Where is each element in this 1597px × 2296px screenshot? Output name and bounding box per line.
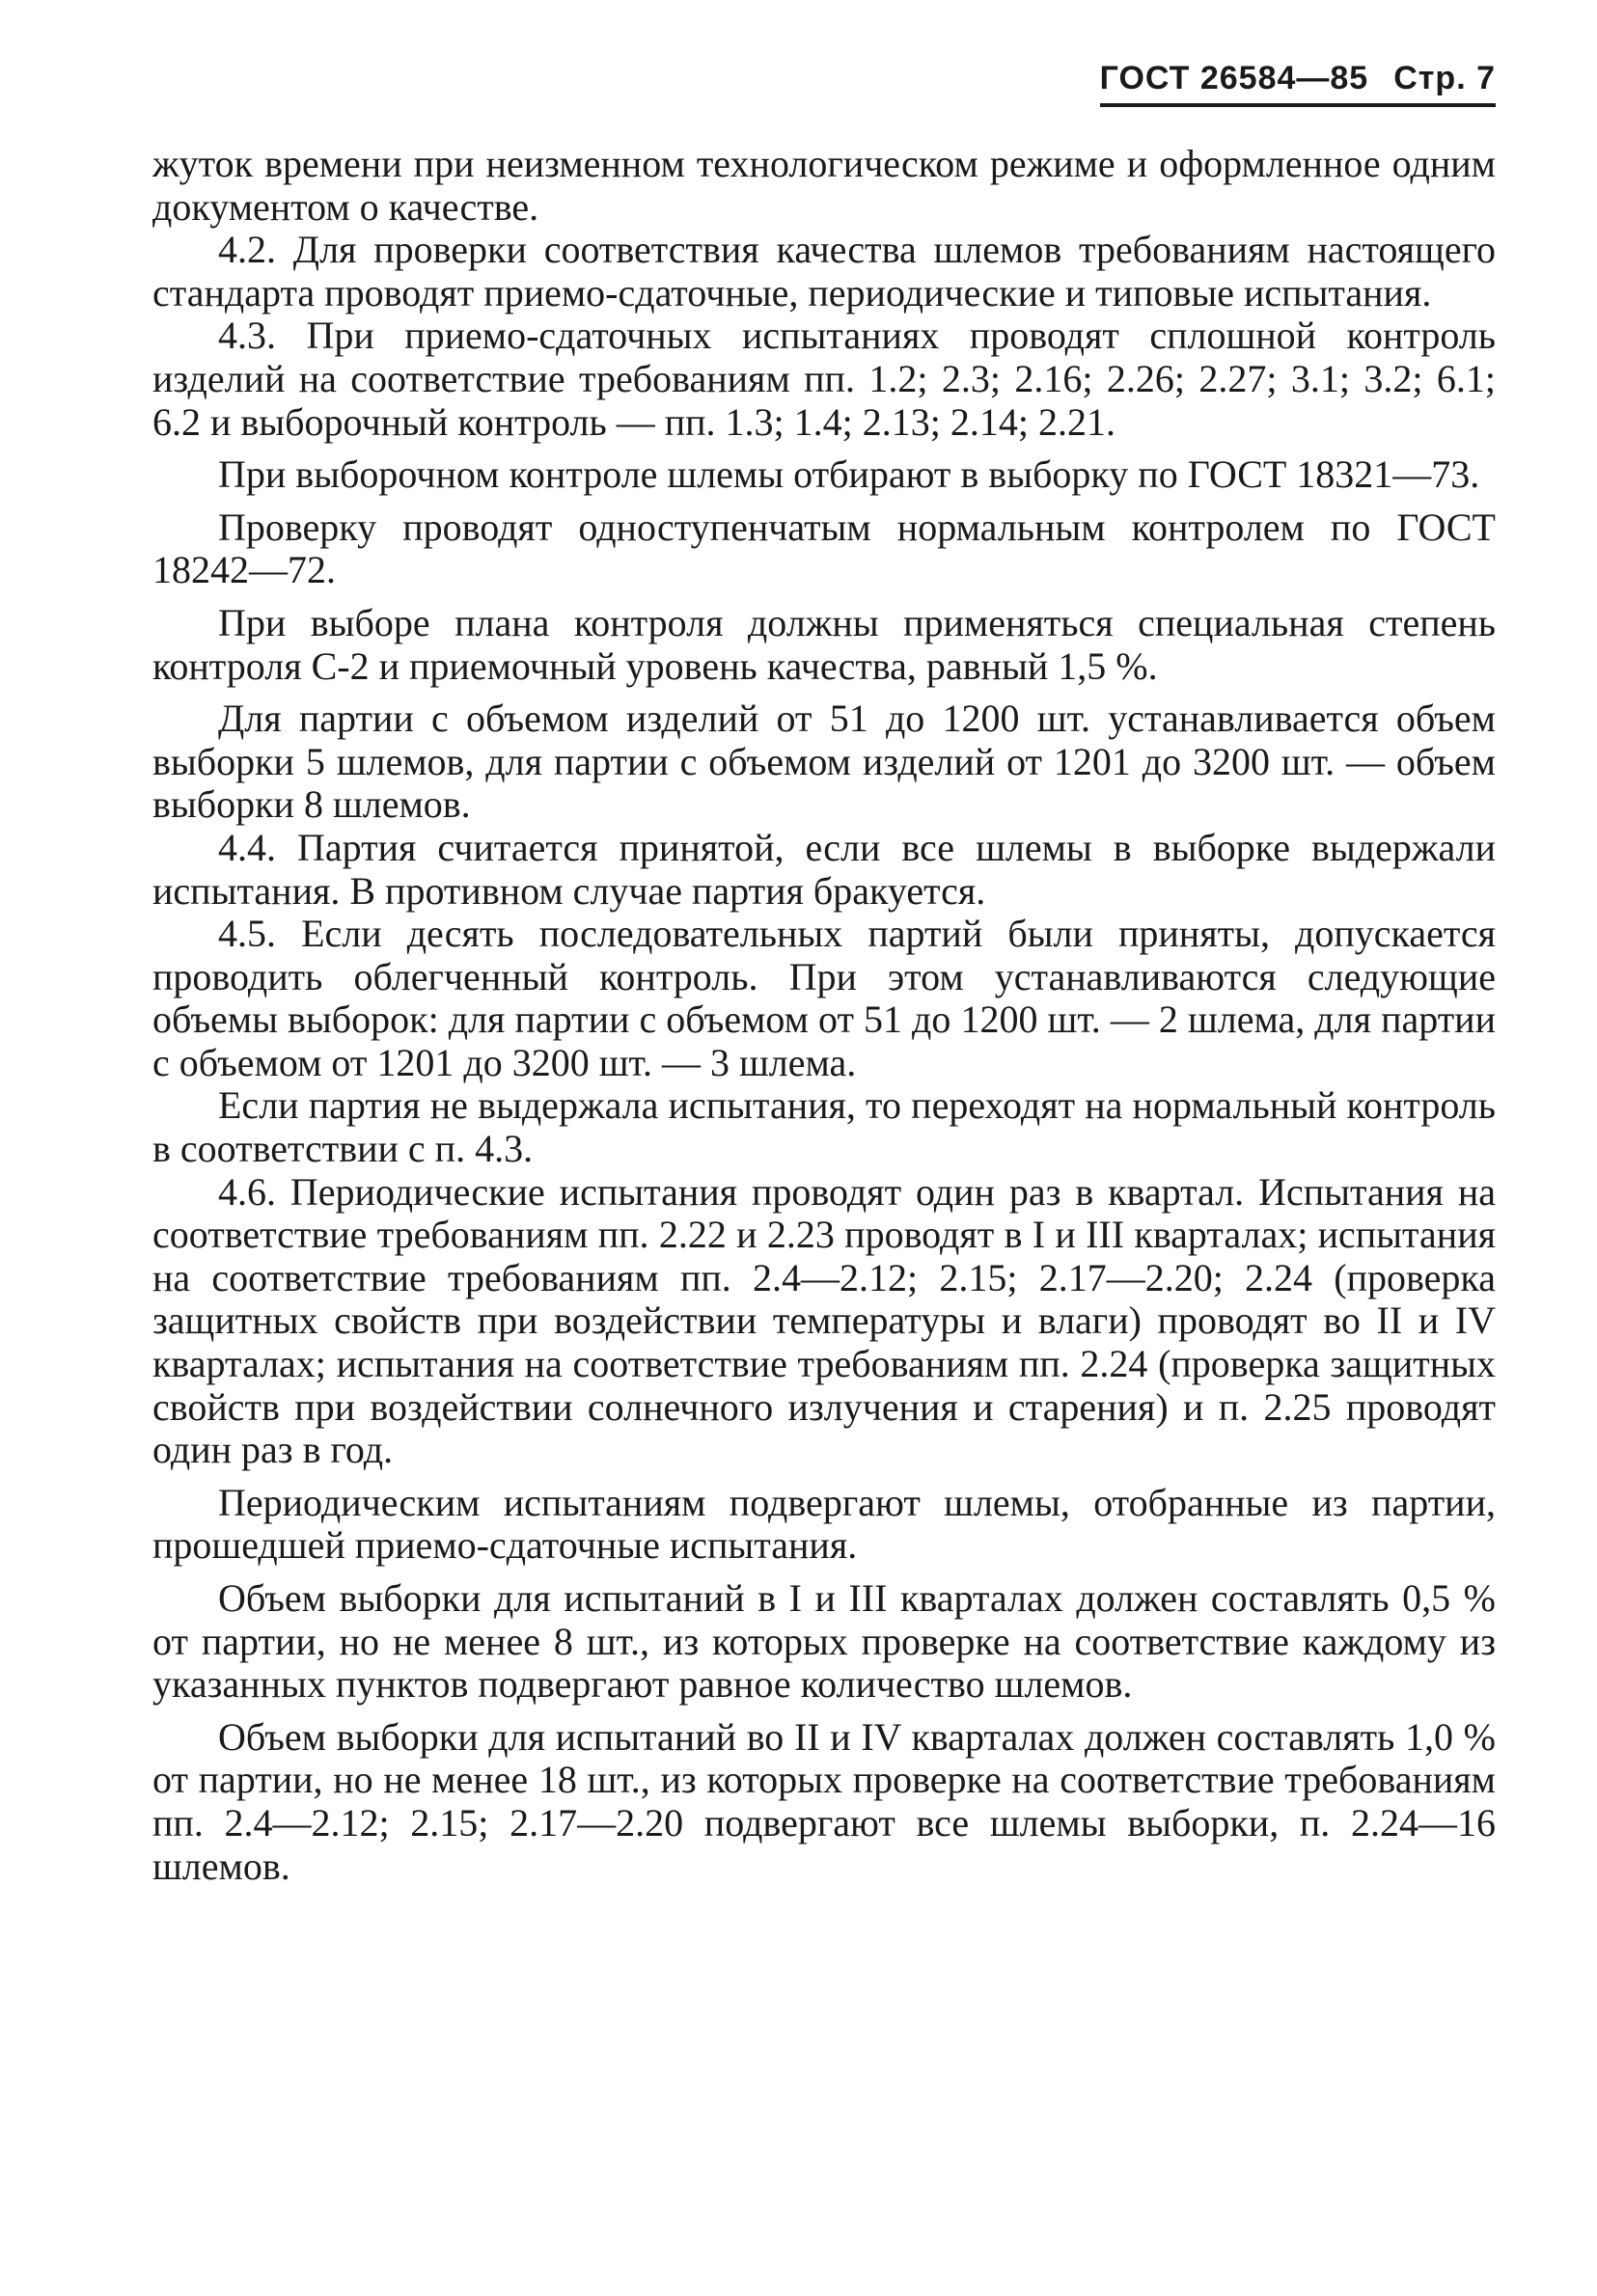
paragraph-sample-size: Для партии с объемом изделий от 51 до 1200 шт. устанавливается объем выборки 5 шлемов, для партии с объемом изделий от 1201 до 3200 шт. — объем выборки 8 шлемов. [152,697,1496,827]
paragraph-single-stage-control: Проверку проводят одноступенчатым нормальным контролем по ГОСТ 18242—72. [152,505,1496,592]
paragraph-continuation: жуток времени при неизменном технологическом режиме и оформленное одним документом о качестве. [152,142,1496,229]
standard-number: ГОСТ 26584—85 [1099,60,1369,96]
paragraph-4-4: 4.4. Партия считается принятой, если все шлемы в выборке выдержали испытания. В противном случае партия бракуется. [152,825,1496,913]
page-number: Стр. 7 [1393,60,1496,96]
paragraph-4-6: 4.6. Периодические испытания проводят один раз в квартал. Испытания на соответствие требованиям пп. 2.22 и 2.23 проводят в I и III кварталах; испытания на соответствие требованиям пп. 2.4—2.12; 2.15; 2.17—2.20; 2.24 (проверка защитных свойств при воздействии температуры и влаги) проводят во II и IV кварталах; испытания на соответствие требованиям пп. 2.24 (проверка защитных свойств при воздействии солнечного излучения и старения) и п. 2.25 проводят один раз в год. [152,1169,1496,1472]
paragraph-periodic-tests: Периодическим испытаниям подвергают шлемы, отобранные из партии, прошедшей приемо-сдаточные испытания. [152,1480,1496,1568]
paragraph-sampling: При выборочном контроле шлемы отбирают в выборку по ГОСТ 18321—73. [218,452,1480,497]
paragraph-normal-control: Если партия не выдержала испытания, то переходят на нормальный контроль в соответствии с п. 4.3. [152,1083,1496,1171]
paragraph-sample-q1-q3: Объем выборки для испытаний в I и III кварталах должен составлять 0,5 % от партии, но не менее 8 шт., из которых проверке на соответствие каждому из указанных пунктов подвергают равное количество шлемов. [152,1576,1496,1707]
paragraph-4-2: 4.2. Для проверки соответствия качества шлемов требованиям настоящего стандарта проводят приемо-сдаточные, периодические и типовые испытания. [152,228,1496,314]
paragraph-sample-q2-q4: Объем выборки для испытаний во II и IV кварталах должен составлять 1,0 % от партии, но не менее 18 шт., из которых проверке на соответствие требованиям пп. 2.4—2.12; 2.15; 2.17—2.20 подвергают все шлемы выборки, п. 2.24—16 шлемов. [152,1714,1496,1888]
document-body [152,143,1496,1888]
page-header [1100,60,1496,107]
paragraph-4-5: 4.5. Если десять последовательных партий были приняты, допускается проводить облегченный контроль. При этом устанавливаются следующие объемы выборок: для партии с объемом от 51 до 1200 шт. — 2 шлема, для партии с объемом от 1201 до 3200 шт. — 3 шлема. [152,912,1496,1084]
paragraph-4-3: 4.3. При приемо-сдаточных испытаниях проводят сплошной контроль изделий на соответствие требованиям пп. 1.2; 2.3; 2.16; 2.26; 2.27; 3.1; 3.2; 6.1; 6.2 и выборочный контроль — пп. 1.3; 1.4; 2.13; 2.14; 2.21. [152,314,1496,444]
paragraph-control-plan: При выборе плана контроля должны применяться специальная степень контроля С-2 и приемочный уровень качества, равный 1,5 %. [152,600,1496,688]
